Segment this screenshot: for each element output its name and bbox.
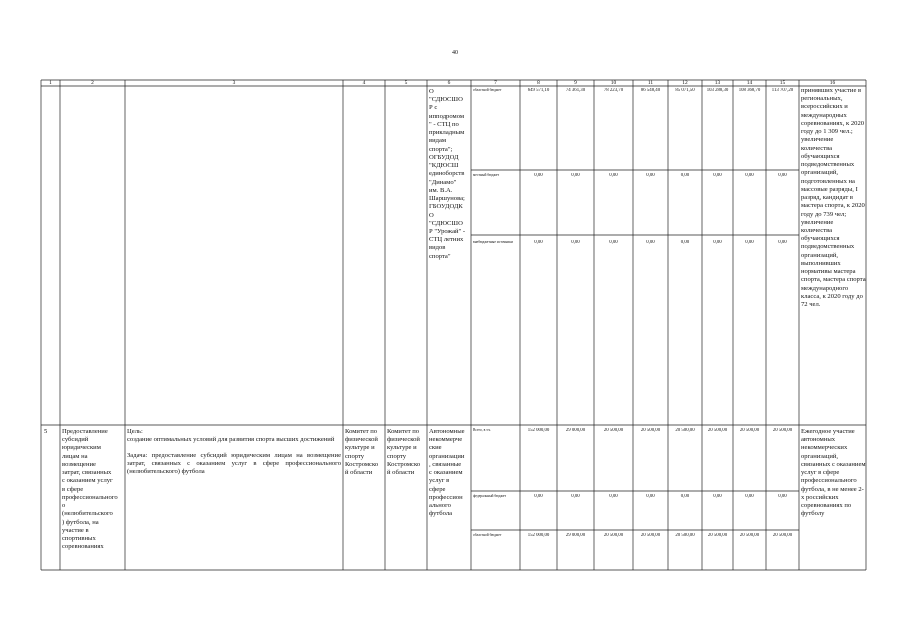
- page-number: 40: [452, 50, 458, 56]
- upper-source-3: внебюджетные источники: [473, 240, 513, 244]
- upper-s1-v7: 108 368,70: [738, 88, 761, 93]
- row5-source-3: областной бюджет: [473, 533, 502, 537]
- header-col-13: 13: [714, 80, 721, 86]
- row5-s2-v6: 0,00: [713, 494, 722, 499]
- row5-s2-v1: 0,00: [534, 494, 543, 499]
- upper-s3-v4: 0,00: [646, 240, 655, 245]
- upper-s3-v5: 0,00: [680, 240, 690, 245]
- row5-source-1: Всего, в т.ч.: [473, 428, 492, 432]
- row5-s2-v7: 0,00: [745, 494, 754, 499]
- row5-s2-v4: 0,00: [646, 494, 655, 499]
- row5-s2-v2: 0,00: [571, 494, 580, 499]
- upper-s1-v6: 103 288,30: [706, 88, 729, 93]
- upper-s2-v3: 0,00: [609, 173, 618, 178]
- header-col-2: 2: [91, 80, 94, 86]
- row5-s2-v3: 0,00: [609, 494, 618, 499]
- header-col-11: 11: [647, 80, 654, 86]
- upper-s2-v1: 0,00: [534, 173, 543, 178]
- upper-s3-v1: 0,00: [534, 240, 543, 245]
- upper-s1-v8: 113 707,20: [771, 88, 794, 93]
- upper-indicators: принявших участие в региональных, всероссийских и международных соревнованиях, к 2020 году до 1 309 чел.; увеличение количества обучающихся подведомственных организаций, подготовленных на массовые разряды, I разряд, кандидат в мастера спорта, к 2020 году до 739 чел; увеличение количества обучающихся подведомственных организаций, выполнивших нормативы мастера спорта, мастера спорта международного класса, к 2020 году до 72 чел.: [801, 87, 866, 309]
- row5-indicators: Ежегодное участие автономных некоммерческих организаций, связанных с оказанием услуг в сфере профессионального футбола, в не менее 2- х российских соревнованиях по футболу: [801, 428, 866, 518]
- header-col-9: 9: [574, 80, 577, 86]
- header-col-8: 8: [537, 80, 540, 86]
- row5-measure: Предоставление субсидий юридическим лицам на возмещение затрат, связанных с оказанием услуг в сфере профессионального о (нелюбительского ) футбола, на участие в спортивных соревнованиях: [62, 428, 118, 551]
- row5-s1-v8: 20 500,00: [772, 428, 793, 433]
- header-col-6: 6: [447, 80, 451, 86]
- header-col-5: 5: [404, 80, 408, 86]
- row5-s1-v3: 20 500,00: [603, 428, 624, 433]
- upper-s2-v8: 0,00: [778, 173, 787, 178]
- row5-s3-v5: 20 500,00: [675, 533, 695, 538]
- row5-coordinator: Комитет по физической культуре и спорту Костромско й области: [345, 428, 379, 477]
- row5-s2-v8: 0,00: [778, 494, 787, 499]
- upper-source-2: местный бюджет: [473, 173, 500, 177]
- header-col-15: 15: [779, 80, 786, 86]
- upper-s3-v6: 0,00: [713, 240, 722, 245]
- header-col-10: 10: [610, 80, 617, 86]
- upper-s1-v3: 78 223,70: [603, 88, 624, 93]
- header-col-7: 7: [494, 80, 497, 86]
- header-col-3: 3: [232, 80, 236, 86]
- upper-s2-v6: 0,00: [713, 173, 722, 178]
- upper-executors: О "СДЮСШО Р с ипподромом " - СТЦ по прикладным видам спорта"; ОГБУДОД "КДЮСШ единоборств "Динамо" им. В.А. Шаршунова; ГБОУДОДК О "СДЮСШО Р "Урожай" - СТЦ летних видов спорта": [429, 88, 466, 260]
- upper-s1-v1: 649 571,10: [527, 88, 550, 93]
- header-col-4: 4: [362, 80, 366, 86]
- row5-s1-v4: 20 500,00: [640, 428, 661, 433]
- upper-s2-v4: 0,00: [646, 173, 655, 178]
- upper-s1-v2: 74 361,30: [565, 88, 586, 93]
- upper-s2-v7: 0,00: [745, 173, 754, 178]
- header-col-1: 1: [49, 80, 52, 86]
- header-col-14: 14: [746, 80, 753, 86]
- row5-s3-v7: 20 500,00: [739, 533, 760, 538]
- row5-number: 5: [44, 428, 48, 435]
- row5-goal-label: Цель:: [127, 428, 143, 435]
- upper-s3-v7: 0,00: [745, 240, 754, 245]
- upper-s1-v4: 86 548,40: [640, 88, 661, 93]
- row5-s3-v2: 29 000,00: [565, 533, 586, 538]
- row5-s3-v3: 20 500,00: [603, 533, 624, 538]
- header-col-16: 16: [829, 80, 836, 86]
- row5-source-2: федеральный бюджет: [473, 494, 507, 498]
- row5-s2-v5: 0,00: [680, 494, 690, 499]
- row5-s3-v8: 20 500,00: [772, 533, 793, 538]
- header-col-12: 12: [682, 80, 688, 86]
- row5-s3-v1: 152 000,00: [527, 533, 550, 538]
- row5-s1-v2: 29 000,00: [565, 428, 586, 433]
- upper-s3-v2: 0,00: [571, 240, 580, 245]
- row5-s3-v6: 20 500,00: [707, 533, 728, 538]
- row5-goal: создание оптимальных условий для развития спорта высших достижений: [127, 436, 335, 443]
- upper-s1-v5: 85 071,50: [675, 88, 695, 93]
- upper-s2-v2: 0,00: [571, 173, 580, 178]
- row5-s3-v4: 20 500,00: [640, 533, 661, 538]
- row5-s1-v5: 20 500,00: [675, 428, 695, 433]
- row5-executors: Автономные некоммерче ские организации , связанные с оказанием услуг в сфере профессион ального футбола: [429, 428, 465, 518]
- upper-s2-v5: 0,00: [680, 173, 690, 178]
- row5-s1-v1: 152 000,00: [527, 428, 550, 433]
- upper-source-1: областной бюджет: [473, 88, 502, 92]
- row5-s1-v7: 20 500,00: [739, 428, 760, 433]
- row5-task: Задача: предоставление субсидий юридическим лицам на возмещение затрат, связанных с оказанием услуг в сфере профессионального (нелюбительского) футбола: [127, 452, 341, 476]
- upper-s3-v8: 0,00: [778, 240, 787, 245]
- row5-s1-v6: 20 500,00: [707, 428, 728, 433]
- row5-customer: Комитет по физической культуре и спорту Костромско й области: [387, 428, 421, 477]
- upper-s3-v3: 0,00: [609, 240, 618, 245]
